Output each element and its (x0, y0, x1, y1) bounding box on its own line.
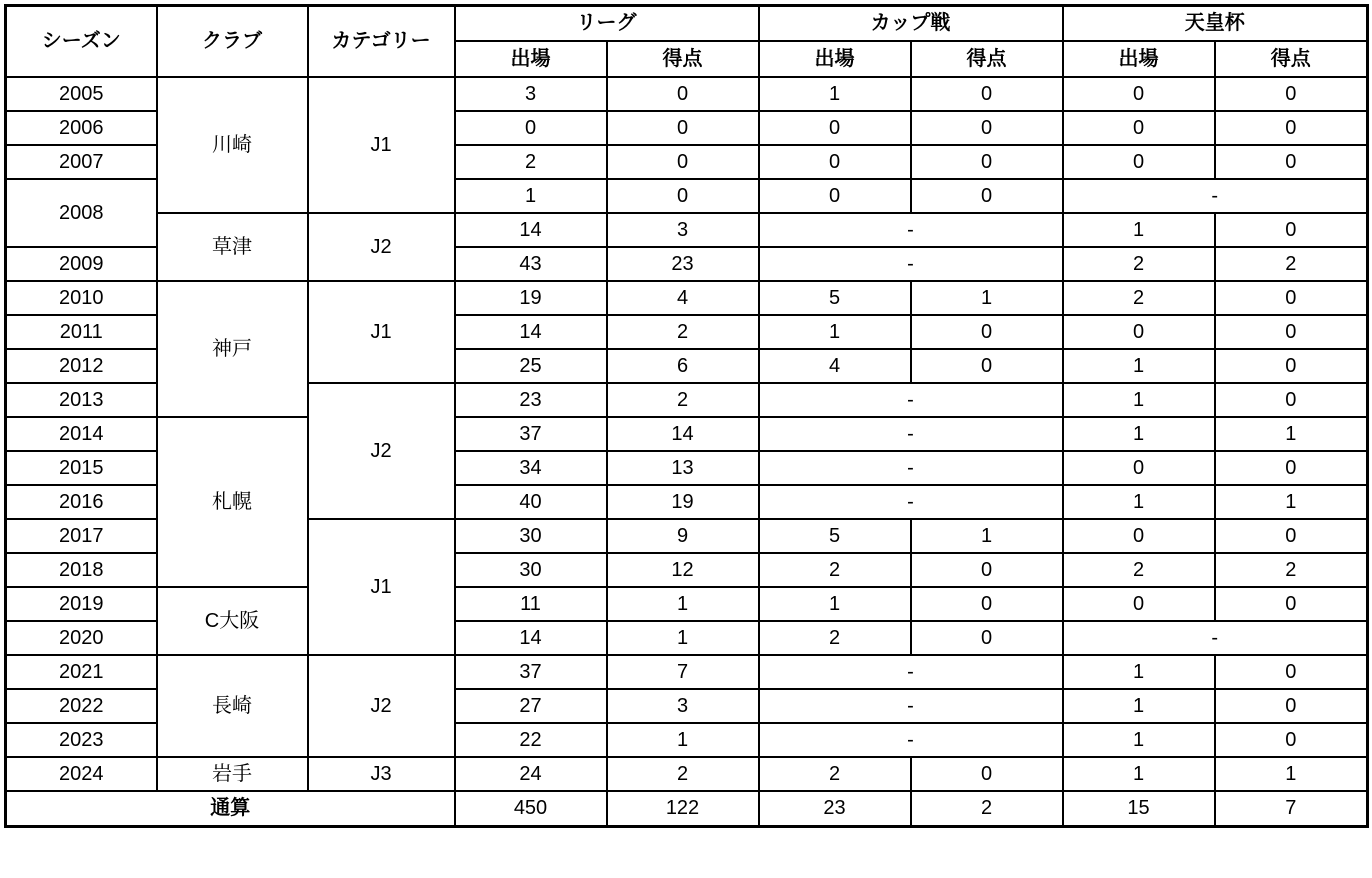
category-cell: J1 (308, 519, 455, 655)
league-goals-header: 得点 (607, 41, 759, 77)
club-cell: 札幌 (157, 417, 308, 587)
season-cell: 2017 (6, 519, 157, 553)
emperor-dash-cell: - (1063, 621, 1368, 655)
league-apps-cell: 37 (455, 655, 607, 689)
league-apps-cell: 43 (455, 247, 607, 281)
league-goals-cell: 9 (607, 519, 759, 553)
cup-dash-cell: - (759, 689, 1063, 723)
emperor-goals-cell: 1 (1215, 417, 1368, 451)
emperor-apps-header: 出場 (1063, 41, 1215, 77)
emperor-apps-cell: 1 (1063, 757, 1215, 791)
season-cell: 2024 (6, 757, 157, 791)
emperor-apps-cell: 2 (1063, 281, 1215, 315)
emperor-apps-cell: 1 (1063, 723, 1215, 757)
league-apps-cell: 3 (455, 77, 607, 111)
league-goals-cell: 2 (607, 757, 759, 791)
table-header (6, 6, 1368, 78)
season-header: シーズン (6, 6, 157, 78)
table-row (6, 213, 1368, 247)
emperor-apps-cell: 2 (1063, 553, 1215, 587)
league-apps-cell: 40 (455, 485, 607, 519)
cup-apps-header: 出場 (759, 41, 911, 77)
emperor-apps-cell: 0 (1063, 451, 1215, 485)
total-league-goals: 122 (607, 791, 759, 827)
club-cell: C大阪 (157, 587, 308, 655)
league-goals-cell: 6 (607, 349, 759, 383)
cup-dash-cell: - (759, 213, 1063, 247)
league-apps-cell: 34 (455, 451, 607, 485)
club-header: クラブ (157, 6, 308, 78)
total-cup-apps: 23 (759, 791, 911, 827)
cup-apps-cell: 4 (759, 349, 911, 383)
cup-goals-cell: 0 (911, 349, 1063, 383)
cup-apps-cell: 0 (759, 145, 911, 179)
emperor-goals-cell: 0 (1215, 213, 1368, 247)
league-apps-cell: 24 (455, 757, 607, 791)
emperor-apps-cell: 1 (1063, 417, 1215, 451)
emperor-goals-cell: 0 (1215, 145, 1368, 179)
emperor-goals-cell: 0 (1215, 315, 1368, 349)
league-apps-cell: 22 (455, 723, 607, 757)
total-emperor-apps: 15 (1063, 791, 1215, 827)
season-cell: 2006 (6, 111, 157, 145)
cup-dash-cell: - (759, 723, 1063, 757)
league-goals-cell: 13 (607, 451, 759, 485)
header-row-top (6, 6, 1368, 42)
club-cell: 神戸 (157, 281, 308, 417)
table-row (6, 417, 1368, 451)
emperor-goals-cell: 0 (1215, 723, 1368, 757)
club-cell: 草津 (157, 213, 308, 281)
cup-dash-cell: - (759, 485, 1063, 519)
table-body (6, 77, 1368, 791)
cup-goals-cell: 0 (911, 315, 1063, 349)
cup-apps-cell: 1 (759, 587, 911, 621)
season-cell: 2007 (6, 145, 157, 179)
total-league-apps: 450 (455, 791, 607, 827)
club-cell: 川崎 (157, 77, 308, 213)
cup-apps-cell: 1 (759, 315, 911, 349)
league-goals-cell: 1 (607, 723, 759, 757)
league-goals-cell: 1 (607, 621, 759, 655)
emperor-goals-cell: 0 (1215, 451, 1368, 485)
cup-goals-cell: 1 (911, 281, 1063, 315)
season-cell: 2012 (6, 349, 157, 383)
league-apps-cell: 30 (455, 519, 607, 553)
league-apps-cell: 1 (455, 179, 607, 213)
league-goals-cell: 0 (607, 145, 759, 179)
club-cell: 長崎 (157, 655, 308, 757)
emperor-goals-cell: 0 (1215, 689, 1368, 723)
league-header: リーグ (455, 6, 759, 42)
league-apps-cell: 14 (455, 315, 607, 349)
category-cell: J1 (308, 77, 455, 213)
league-goals-cell: 19 (607, 485, 759, 519)
emperor-apps-cell: 0 (1063, 315, 1215, 349)
cup-goals-cell: 0 (911, 553, 1063, 587)
emperor-goals-cell: 0 (1215, 111, 1368, 145)
cup-goals-cell: 0 (911, 587, 1063, 621)
emperor-goals-cell: 2 (1215, 247, 1368, 281)
league-apps-cell: 27 (455, 689, 607, 723)
league-apps-cell: 37 (455, 417, 607, 451)
emperor-goals-cell: 0 (1215, 281, 1368, 315)
table-row (6, 655, 1368, 689)
league-goals-cell: 2 (607, 383, 759, 417)
league-apps-cell: 25 (455, 349, 607, 383)
cup-dash-cell: - (759, 655, 1063, 689)
total-label: 通算 (6, 791, 455, 827)
category-cell: J2 (308, 655, 455, 757)
league-goals-cell: 0 (607, 111, 759, 145)
emperor-goals-cell: 0 (1215, 587, 1368, 621)
league-apps-cell: 23 (455, 383, 607, 417)
career-stats-table (4, 4, 1369, 828)
season-cell: 2015 (6, 451, 157, 485)
emperor-dash-cell: - (1063, 179, 1368, 213)
cup-dash-cell: - (759, 383, 1063, 417)
emperor-apps-cell: 1 (1063, 655, 1215, 689)
cup-goals-cell: 0 (911, 111, 1063, 145)
season-cell: 2016 (6, 485, 157, 519)
total-cup-goals: 2 (911, 791, 1063, 827)
season-cell: 2011 (6, 315, 157, 349)
season-cell: 2013 (6, 383, 157, 417)
category-cell: J2 (308, 383, 455, 519)
emperor-goals-cell: 0 (1215, 519, 1368, 553)
league-goals-cell: 14 (607, 417, 759, 451)
emperor-goals-cell: 1 (1215, 485, 1368, 519)
cup-apps-cell: 5 (759, 281, 911, 315)
emperor-apps-cell: 0 (1063, 587, 1215, 621)
emperor-apps-cell: 1 (1063, 689, 1215, 723)
category-header: カテゴリー (308, 6, 455, 78)
emperor-goals-cell: 0 (1215, 77, 1368, 111)
league-apps-cell: 0 (455, 111, 607, 145)
total-emperor-goals: 7 (1215, 791, 1368, 827)
cup-goals-cell: 0 (911, 757, 1063, 791)
cup-goals-cell: 0 (911, 179, 1063, 213)
league-apps-cell: 19 (455, 281, 607, 315)
league-apps-cell: 2 (455, 145, 607, 179)
season-cell: 2010 (6, 281, 157, 315)
league-apps-header: 出場 (455, 41, 607, 77)
season-cell: 2018 (6, 553, 157, 587)
cup-header: カップ戦 (759, 6, 1063, 42)
emperor-apps-cell: 1 (1063, 383, 1215, 417)
cup-dash-cell: - (759, 451, 1063, 485)
cup-goals-header: 得点 (911, 41, 1063, 77)
category-cell: J1 (308, 281, 455, 383)
emperor-apps-cell: 0 (1063, 519, 1215, 553)
table-footer (6, 791, 1368, 827)
table-row (6, 281, 1368, 315)
cup-apps-cell: 2 (759, 621, 911, 655)
emperor-goals-cell: 0 (1215, 655, 1368, 689)
league-goals-cell: 7 (607, 655, 759, 689)
league-goals-cell: 0 (607, 77, 759, 111)
club-cell: 岩手 (157, 757, 308, 791)
emperor-goals-cell: 2 (1215, 553, 1368, 587)
emperor-apps-cell: 1 (1063, 213, 1215, 247)
season-cell: 2021 (6, 655, 157, 689)
cup-apps-cell: 5 (759, 519, 911, 553)
emperor-apps-cell: 0 (1063, 77, 1215, 111)
cup-goals-cell: 0 (911, 145, 1063, 179)
season-cell: 2023 (6, 723, 157, 757)
league-goals-cell: 12 (607, 553, 759, 587)
league-goals-cell: 4 (607, 281, 759, 315)
table-row (6, 587, 1368, 621)
season-cell: 2019 (6, 587, 157, 621)
season-cell: 2008 (6, 179, 157, 247)
emperor-apps-cell: 0 (1063, 145, 1215, 179)
league-goals-cell: 3 (607, 213, 759, 247)
cup-goals-cell: 1 (911, 519, 1063, 553)
total-row (6, 791, 1368, 827)
emperor-goals-cell: 0 (1215, 349, 1368, 383)
league-goals-cell: 23 (607, 247, 759, 281)
league-apps-cell: 14 (455, 621, 607, 655)
emperor-goals-cell: 0 (1215, 383, 1368, 417)
cup-apps-cell: 2 (759, 757, 911, 791)
league-goals-cell: 3 (607, 689, 759, 723)
league-apps-cell: 14 (455, 213, 607, 247)
season-cell: 2020 (6, 621, 157, 655)
season-cell: 2005 (6, 77, 157, 111)
emperor-apps-cell: 2 (1063, 247, 1215, 281)
cup-apps-cell: 0 (759, 179, 911, 213)
cup-apps-cell: 1 (759, 77, 911, 111)
cup-apps-cell: 0 (759, 111, 911, 145)
cup-apps-cell: 2 (759, 553, 911, 587)
emperor-goals-header: 得点 (1215, 41, 1368, 77)
emperor-apps-cell: 1 (1063, 485, 1215, 519)
cup-goals-cell: 0 (911, 77, 1063, 111)
league-goals-cell: 1 (607, 587, 759, 621)
emperor-cup-header: 天皇杯 (1063, 6, 1368, 42)
category-cell: J2 (308, 213, 455, 281)
league-apps-cell: 11 (455, 587, 607, 621)
league-apps-cell: 30 (455, 553, 607, 587)
emperor-goals-cell: 1 (1215, 757, 1368, 791)
season-cell: 2022 (6, 689, 157, 723)
cup-goals-cell: 0 (911, 621, 1063, 655)
cup-dash-cell: - (759, 247, 1063, 281)
season-cell: 2009 (6, 247, 157, 281)
emperor-apps-cell: 1 (1063, 349, 1215, 383)
table-row (6, 77, 1368, 111)
cup-dash-cell: - (759, 417, 1063, 451)
emperor-apps-cell: 0 (1063, 111, 1215, 145)
league-goals-cell: 0 (607, 179, 759, 213)
league-goals-cell: 2 (607, 315, 759, 349)
table-row (6, 757, 1368, 791)
category-cell: J3 (308, 757, 455, 791)
season-cell: 2014 (6, 417, 157, 451)
